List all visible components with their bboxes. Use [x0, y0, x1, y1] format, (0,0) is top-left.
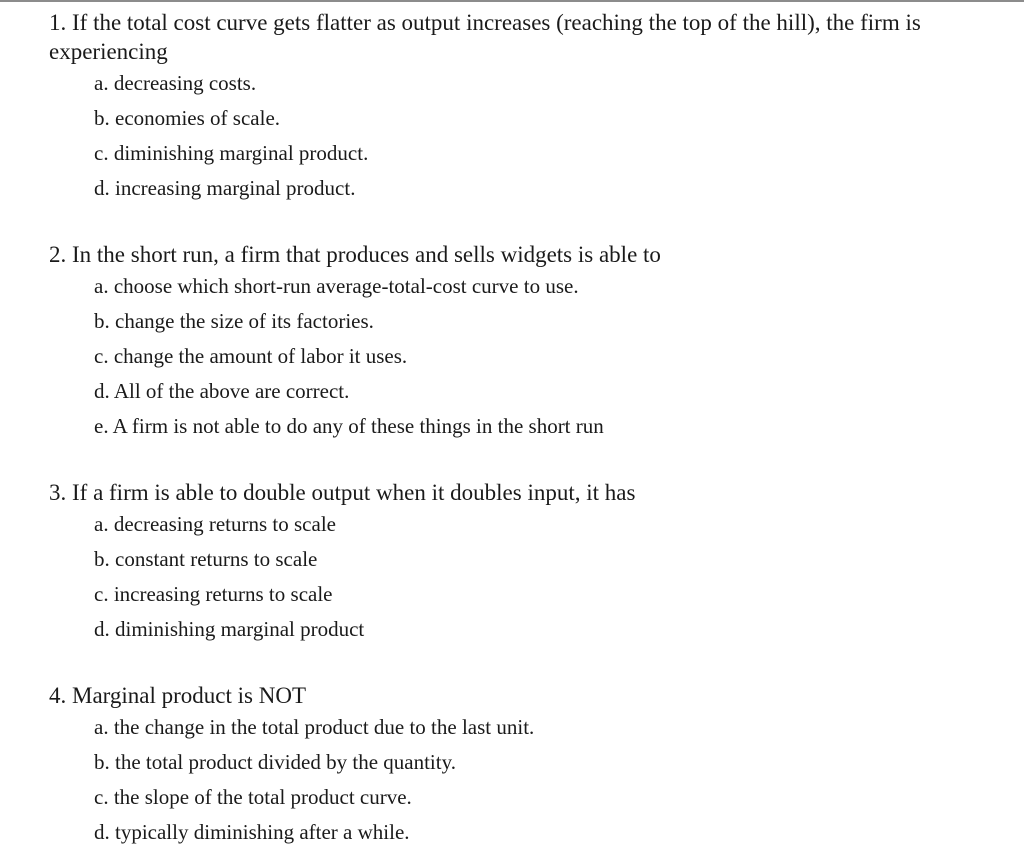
question-1-option-d[interactable]: d. increasing marginal product. — [94, 176, 356, 200]
question-4-option-d[interactable]: d. typically diminishing after a while. — [94, 820, 410, 844]
question-2-option-c[interactable]: c. change the amount of labor it uses. — [94, 344, 408, 368]
question-1-options — [49, 66, 1009, 206]
question-3 — [49, 478, 1009, 647]
question-3-options — [49, 507, 1009, 647]
question-3-option-b[interactable]: b. constant returns to scale — [94, 547, 318, 571]
question-3-option-a[interactable]: a. decreasing returns to scale — [94, 512, 336, 536]
question-1-option-a[interactable]: a. decreasing costs. — [94, 71, 257, 95]
question-3-stem: 3. If a firm is able to double output when it doubles input, it has — [49, 480, 636, 505]
question-4-stem: 4. Marginal product is NOT — [49, 683, 307, 708]
question-1-stem: 1. If the total cost curve gets flatter as output increases (reaching the top of the hill), the firm is experiencing — [49, 10, 921, 64]
quiz-document — [49, 8, 1009, 850]
question-4-option-a[interactable]: a. the change in the total product due to the last unit. — [94, 715, 535, 739]
question-2-stem: 2. In the short run, a firm that produces and sells widgets is able to — [49, 242, 661, 267]
question-2-option-b[interactable]: b. change the size of its factories. — [94, 309, 374, 333]
question-1-option-b[interactable]: b. economies of scale. — [94, 106, 281, 130]
question-2-option-a[interactable]: a. choose which short-run average-total-cost curve to use. — [94, 274, 579, 298]
question-1-option-c[interactable]: c. diminishing marginal product. — [94, 141, 369, 165]
spacer — [49, 206, 1009, 240]
question-2-option-e[interactable]: e. A firm is not able to do any of these things in the short run — [94, 414, 604, 438]
top-divider — [0, 0, 1024, 2]
question-1 — [49, 8, 1009, 206]
question-2-options — [49, 269, 1009, 444]
question-4-options — [49, 710, 1009, 850]
question-2-option-d[interactable]: d. All of the above are correct. — [94, 379, 350, 403]
question-4-option-b[interactable]: b. the total product divided by the quantity. — [94, 750, 456, 774]
question-2 — [49, 240, 1009, 444]
spacer — [49, 647, 1009, 681]
question-4-option-c[interactable]: c. the slope of the total product curve. — [94, 785, 412, 809]
question-4 — [49, 681, 1009, 850]
question-3-option-c[interactable]: c. increasing returns to scale — [94, 582, 333, 606]
spacer — [49, 444, 1009, 478]
question-3-option-d[interactable]: d. diminishing marginal product — [94, 617, 365, 641]
